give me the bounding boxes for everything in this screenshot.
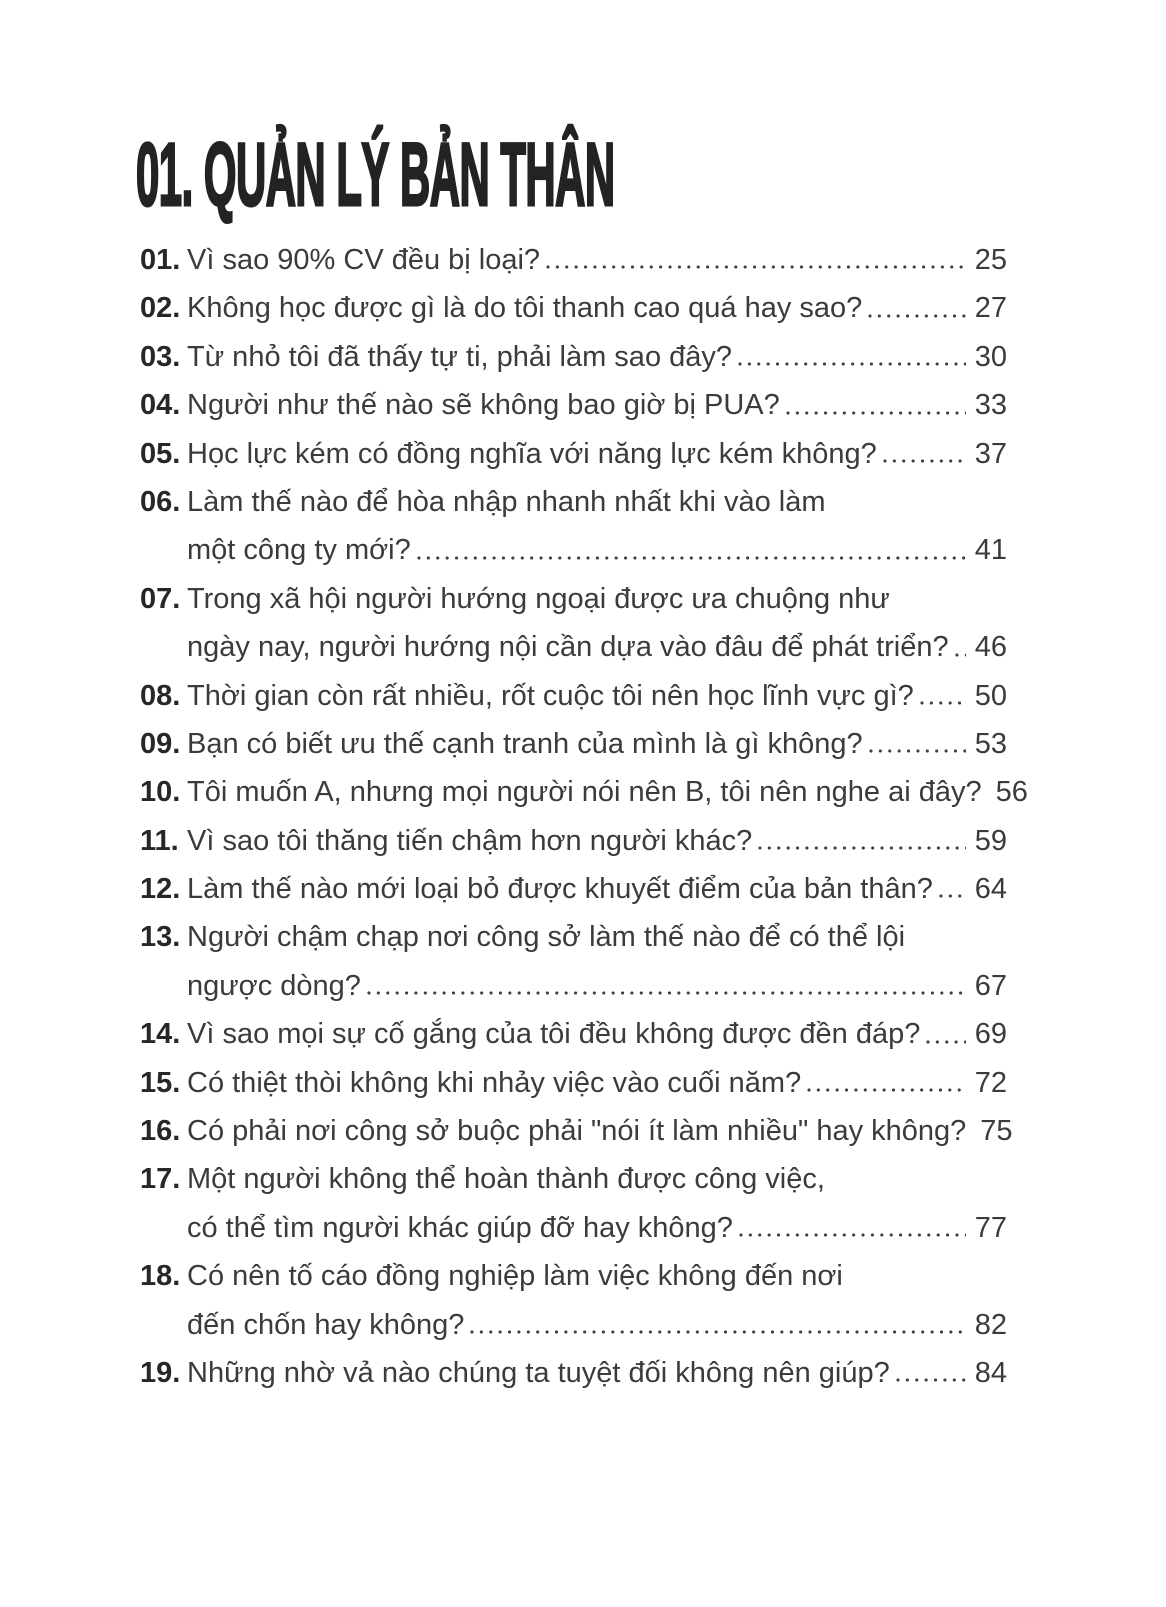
entry-text: Bạn có biết ưu thế cạnh tranh của mình là gì không? xyxy=(187,727,863,760)
entry-number: 17. xyxy=(140,1163,181,1196)
toc-entry xyxy=(140,1107,1013,1155)
dot-leader xyxy=(806,1087,966,1093)
entry-number: 18. xyxy=(140,1260,181,1293)
toc-entry xyxy=(140,1059,1007,1107)
dot-leader xyxy=(868,748,966,754)
dot-leader xyxy=(925,1039,965,1045)
entry-number xyxy=(140,526,187,574)
entry-number: 09. xyxy=(140,727,181,760)
dot-leader xyxy=(416,555,966,561)
entry-text: Tôi muốn A, nhưng mọi người nói nên B, tôi nên nghe ai đây? xyxy=(187,776,982,809)
entry-text: Làm thế nào mới loại bỏ được khuyết điểm của bản thân? xyxy=(187,873,933,906)
entry-number: 01. xyxy=(140,244,181,276)
toc-list xyxy=(140,236,1028,1397)
entry-page-number: 75 xyxy=(980,1115,1013,1148)
entry-number: 07. xyxy=(140,582,181,615)
entry-number: 10. xyxy=(140,776,181,809)
toc-entry xyxy=(140,478,1007,526)
toc-entry-continuation xyxy=(140,1204,1007,1252)
toc-entry-continuation xyxy=(140,623,1007,671)
entry-text: Học lực kém có đồng nghĩa với năng lực kém không? xyxy=(187,437,877,470)
entry-page-number: 72 xyxy=(974,1066,1007,1099)
entry-text: Một người không thể hoàn thành được công việc, xyxy=(187,1163,825,1196)
entry-text: Trong xã hội người hướng ngoại được ưa chuộng như xyxy=(187,582,890,615)
entry-number: 05. xyxy=(140,437,181,470)
entry-text: Có nên tố cáo đồng nghiệp làm việc không đến nơi xyxy=(187,1260,843,1293)
entry-number xyxy=(140,623,187,671)
entry-page-number: 84 xyxy=(974,1356,1007,1389)
toc-entry-continuation xyxy=(140,962,1007,1010)
entry-number: 15. xyxy=(140,1066,181,1099)
entry-text: Không học được gì là do tôi thanh cao quá hay sao? xyxy=(187,292,863,325)
entry-text: Từ nhỏ tôi đã thấy tự ti, phải làm sao đây? xyxy=(187,340,733,373)
entry-page-number: 37 xyxy=(974,437,1007,470)
chapter-title: 01. QUẢN LÝ BẢN THÂN xyxy=(136,124,615,224)
entry-number: 04. xyxy=(140,389,181,422)
entry-number: 02. xyxy=(140,292,181,325)
dot-leader xyxy=(785,410,966,416)
entry-number: 03. xyxy=(140,340,181,373)
toc-entry xyxy=(140,768,1028,816)
entry-page-number: 82 xyxy=(974,1308,1007,1341)
entry-text: đến chốn hay không? xyxy=(187,1308,465,1341)
entry-number: 14. xyxy=(140,1018,181,1051)
entry-page-number: 69 xyxy=(974,1018,1007,1051)
entry-page-number: 50 xyxy=(974,679,1007,712)
entry-text: Có thiệt thòi không khi nhảy việc vào cuối năm? xyxy=(187,1066,802,1099)
entry-number: 19. xyxy=(140,1356,181,1389)
entry-text: ngày nay, người hướng nội cần dựa vào đâu để phát triển? xyxy=(187,631,949,664)
entry-page-number: 25 xyxy=(974,244,1007,276)
entry-text: Có phải nơi công sở buộc phải "nói ít làm nhiều" hay không? xyxy=(187,1115,967,1148)
entry-text: Thời gian còn rất nhiều, rốt cuộc tôi nên học lĩnh vực gì? xyxy=(187,679,914,712)
entry-text: Vì sao 90% CV đều bị loại? xyxy=(187,244,541,276)
entry-number xyxy=(140,962,187,1010)
entry-text: một công ty mới? xyxy=(187,534,411,567)
toc-entry xyxy=(140,575,1007,623)
entry-number: 08. xyxy=(140,679,181,712)
entry-number: 06. xyxy=(140,485,181,518)
toc-entry xyxy=(140,720,1007,768)
entry-page-number: 67 xyxy=(974,969,1007,1002)
entry-text: Làm thế nào để hòa nhập nhanh nhất khi vào làm xyxy=(187,485,826,518)
toc-entry xyxy=(140,1010,1007,1058)
entry-number xyxy=(140,1204,187,1252)
entry-text: Những nhờ vả nào chúng ta tuyệt đối không nên giúp? xyxy=(187,1356,890,1389)
entry-page-number: 64 xyxy=(974,873,1007,906)
toc-entry xyxy=(140,1349,1007,1397)
entry-number: 13. xyxy=(140,921,181,954)
dot-leader xyxy=(545,264,966,270)
dot-leader xyxy=(938,893,966,899)
toc-entry xyxy=(140,381,1007,429)
entry-number: 12. xyxy=(140,873,181,906)
dot-leader xyxy=(737,361,966,367)
toc-entry xyxy=(140,284,1007,332)
toc-entry xyxy=(140,333,1007,381)
entry-text: Vì sao mọi sự cố gắng của tôi đều không được đền đáp? xyxy=(187,1018,921,1051)
entry-page-number: 33 xyxy=(974,389,1007,422)
entry-page-number: 30 xyxy=(974,340,1007,373)
dot-leader xyxy=(867,313,965,319)
dot-leader xyxy=(882,458,966,464)
dot-leader xyxy=(738,1232,966,1238)
entry-number: 11. xyxy=(140,824,179,857)
dot-leader xyxy=(919,700,966,706)
entry-number: 16. xyxy=(140,1115,181,1148)
dot-leader xyxy=(366,990,966,996)
toc-entry xyxy=(140,430,1007,478)
entry-number xyxy=(140,1301,187,1349)
entry-page-number: 41 xyxy=(974,534,1007,567)
entry-page-number: 56 xyxy=(995,776,1028,809)
entry-text: ngược dòng? xyxy=(187,969,361,1002)
toc-entry xyxy=(140,865,1007,913)
entry-page-number: 53 xyxy=(974,727,1007,760)
toc-entry-continuation xyxy=(140,526,1007,574)
entry-page-number: 46 xyxy=(974,631,1007,664)
toc-entry xyxy=(140,1252,1007,1300)
toc-entry xyxy=(140,236,1007,284)
entry-text: Người chậm chạp nơi công sở làm thế nào để có thể lội xyxy=(187,921,906,954)
dot-leader xyxy=(895,1377,966,1383)
dot-leader xyxy=(954,652,966,658)
toc-entry xyxy=(140,1155,1007,1203)
entry-page-number: 59 xyxy=(974,824,1007,857)
entry-text: có thể tìm người khác giúp đỡ hay không? xyxy=(187,1211,733,1244)
entry-text: Vì sao tôi thăng tiến chậm hơn người khác? xyxy=(187,824,753,857)
entry-page-number: 77 xyxy=(974,1211,1007,1244)
toc-entry xyxy=(140,913,1007,961)
dot-leader xyxy=(469,1329,965,1335)
entry-text: Người như thế nào sẽ không bao giờ bị PUA? xyxy=(187,389,780,422)
entry-page-number: 27 xyxy=(974,292,1007,325)
toc-entry-continuation xyxy=(140,1301,1007,1349)
toc-entry xyxy=(140,817,1007,865)
toc-entry xyxy=(140,672,1007,720)
dot-leader xyxy=(757,845,965,851)
